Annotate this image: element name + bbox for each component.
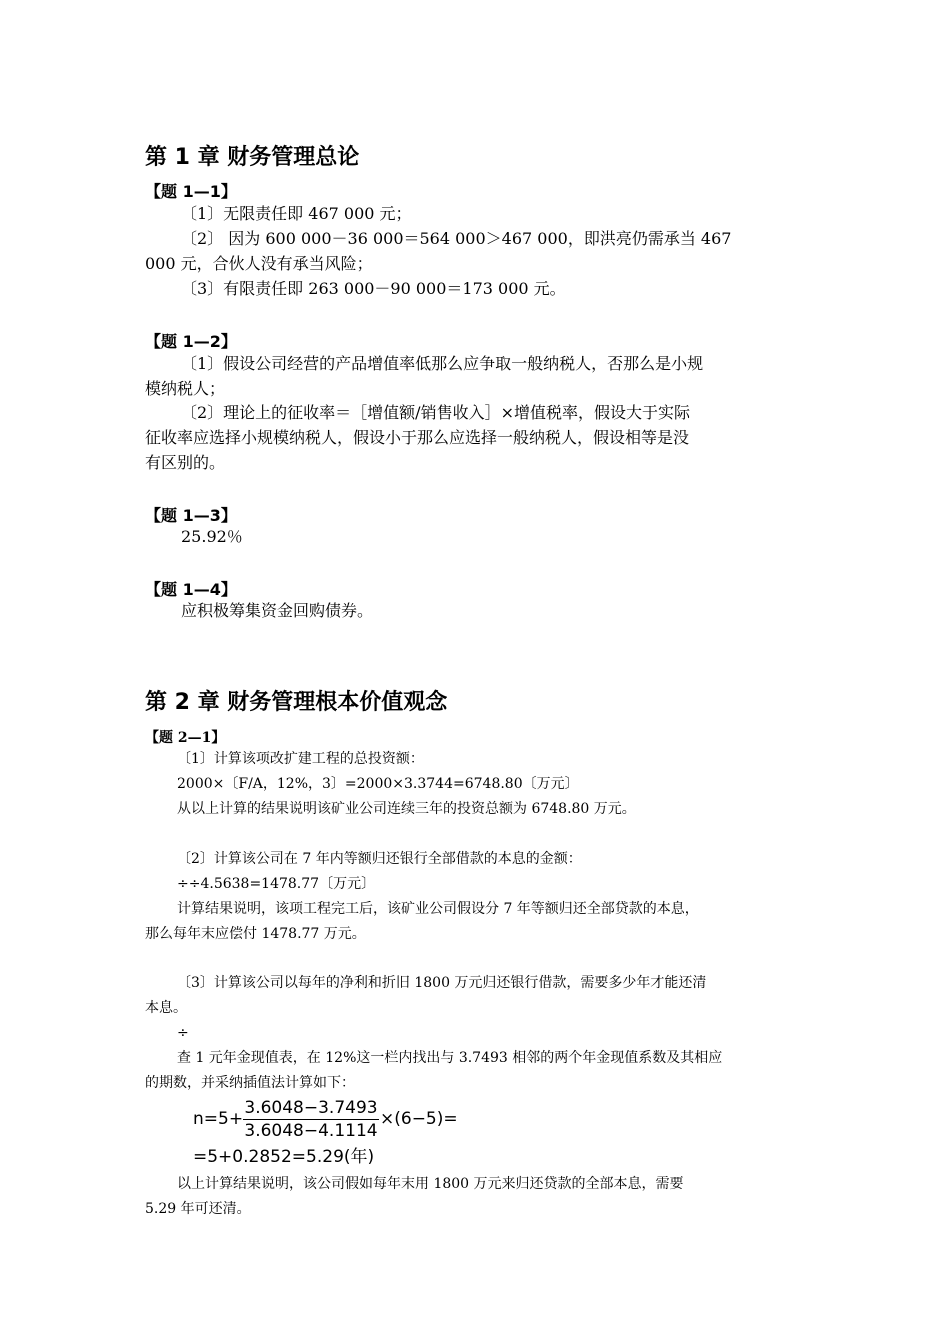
chapter-2-title: 第 2 章 财务管理根本价值观念 bbox=[145, 690, 448, 715]
formula-lhs: n=5+ bbox=[193, 1109, 244, 1129]
q2-1-p2-line-3: 计算结果说明，该项工程完工后，该矿业公司假设分 7 年等额归还全部贷款的本息， bbox=[177, 901, 699, 917]
q2-1-p1-line-3: 从以上计算的结果说明该矿业公司连续三年的投资总额为 6748.80 万元。 bbox=[177, 801, 636, 817]
q2-1-p3-line-4: 查 1 元年金现值表，在 12%这一栏内找出与 3.7493 相邻的两个年金现值系数及其相应 bbox=[177, 1050, 723, 1066]
q1-3-answer: 25.92％ bbox=[181, 527, 243, 546]
q2-1-p3-line-5: 的期数，并采纳插值法计算如下： bbox=[145, 1075, 355, 1091]
q2-1-p2-line-2: ÷÷4.5638=1478.77〔万元〕 bbox=[177, 876, 376, 892]
q1-2-line-1: 〔1〕假设公司经营的产品增值率低那么应争取一般纳税人，否那么是小规 bbox=[181, 354, 704, 373]
q2-1-p2-line-1: 〔2〕计算该公司在 7 年内等额归还银行全部借款的本息的金额： bbox=[177, 851, 582, 867]
q1-1-line-2: 〔2〕 因为 600 000－36 000＝564 000＞467 000，即洪亮仍需承当 467 bbox=[181, 229, 732, 248]
q2-1-p1-line-2: 2000×〔F/A，12%，3〕=2000×3.3744=6748.80〔万元〕 bbox=[177, 776, 579, 792]
question-1-3-label: 【题 1—3】 bbox=[145, 506, 237, 525]
question-1-2-label: 【题 1—2】 bbox=[145, 332, 237, 351]
q2-1-p1-line-1: 〔1〕计算该项改扩建工程的总投资额： bbox=[177, 751, 424, 767]
fraction-denominator: 3.6048−4.1114 bbox=[244, 1121, 378, 1141]
q1-4-answer: 应积极筹集资金回购债券。 bbox=[181, 601, 374, 620]
question-2-1-label: 【题 2—1】 bbox=[145, 730, 226, 746]
q2-1-p3-line-1: 〔3〕计算该公司以每年的净利和折旧 1800 万元归还银行借款，需要多少年才能还清 bbox=[177, 975, 707, 991]
formula-rhs: ×(6−5)= bbox=[380, 1109, 458, 1129]
fraction-bar bbox=[243, 1119, 379, 1120]
q1-2-line-5: 有区别的。 bbox=[145, 453, 226, 472]
q1-2-line-3: 〔2〕理论上的征收率＝［增值额/销售收入］×增值税率，假设大于实际 bbox=[181, 403, 690, 422]
q2-1-conclusion-line-1: 以上计算结果说明，该公司假如每年末用 1800 万元来归还贷款的全部本息，需要 bbox=[177, 1176, 684, 1192]
q1-2-line-4: 征收率应选择小规模纳税人，假设小于那么应选择一般纳税人，假设相等是没 bbox=[145, 428, 690, 447]
q1-1-line-1: 〔1〕无限责任即 467 000 元； bbox=[181, 204, 412, 223]
question-1-1-label: 【题 1—1】 bbox=[145, 182, 237, 201]
q1-1-line-3: 000 元，合伙人没有承当风险； bbox=[145, 254, 373, 273]
q2-1-p3-line-3: ÷ bbox=[177, 1025, 189, 1041]
q2-1-p2-line-4: 那么每年末应偿付 1478.77 万元。 bbox=[145, 926, 366, 942]
fraction-numerator: 3.6048−3.7493 bbox=[244, 1098, 378, 1118]
chapter-1-title: 第 1 章 财务管理总论 bbox=[145, 145, 360, 170]
q2-1-p3-line-2: 本息。 bbox=[145, 1000, 187, 1016]
formula-result: =5+0.2852=5.29(年) bbox=[193, 1147, 375, 1167]
interpolation-fraction bbox=[243, 1098, 379, 1141]
q1-2-line-2: 模纳税人； bbox=[145, 379, 226, 398]
q2-1-conclusion-line-2: 5.29 年可还清。 bbox=[145, 1201, 251, 1217]
q1-1-line-4: 〔3〕有限责任即 263 000－90 000＝173 000 元。 bbox=[181, 279, 566, 298]
question-1-4-label: 【题 1—4】 bbox=[145, 580, 237, 599]
